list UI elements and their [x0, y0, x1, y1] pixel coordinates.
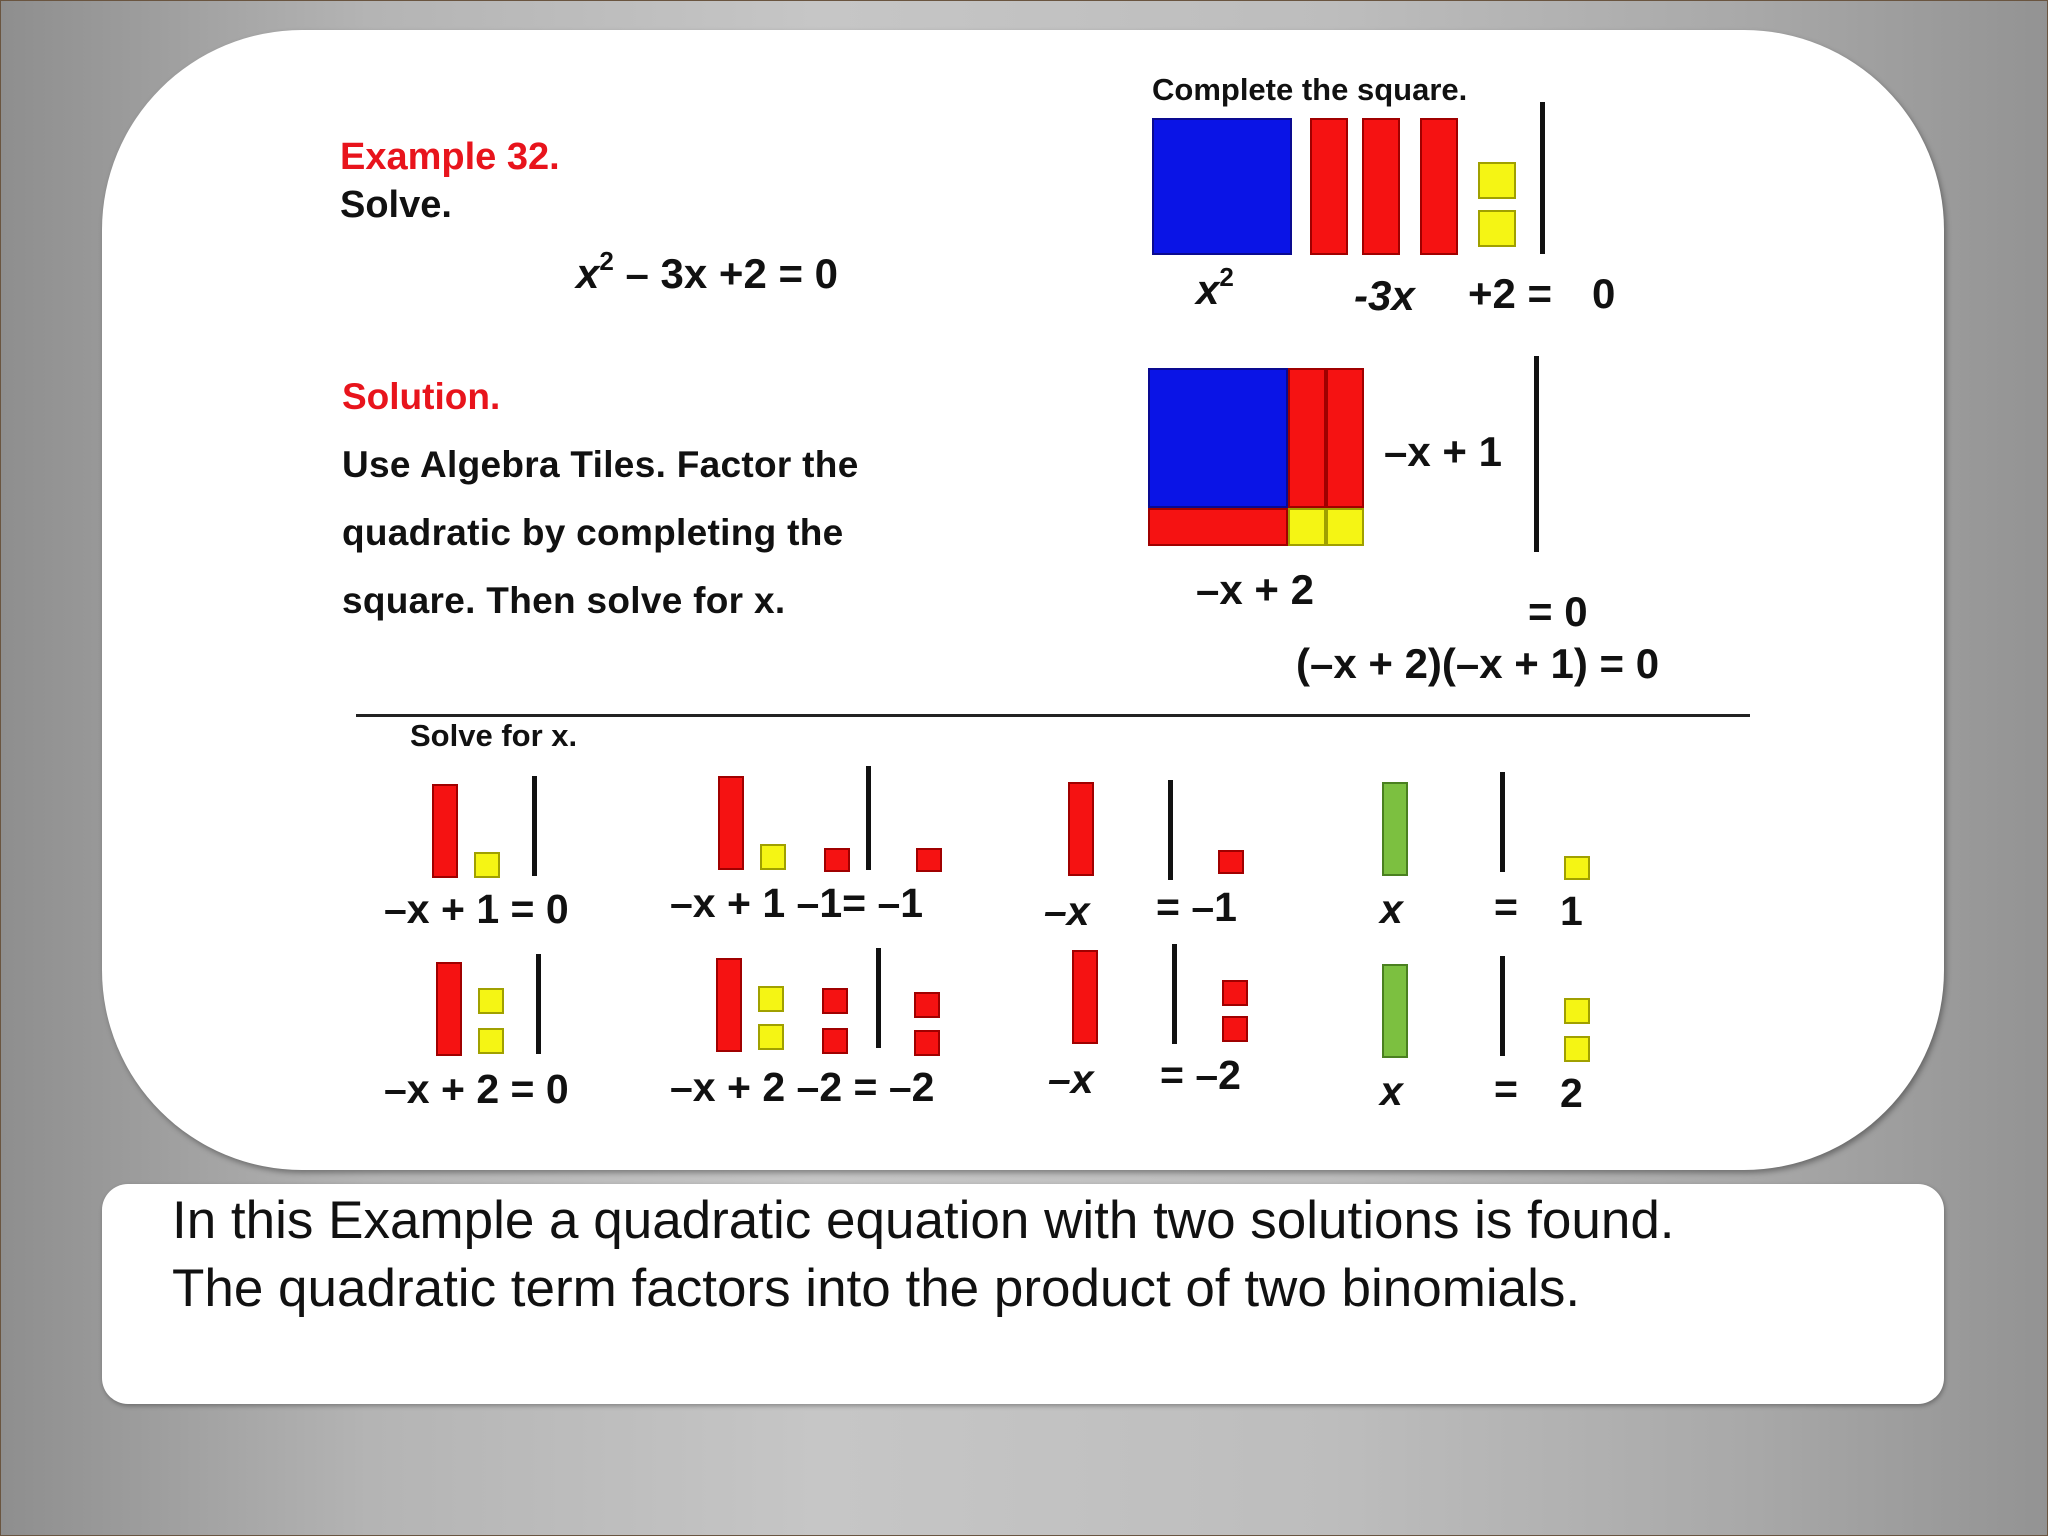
negative-x-tile — [1068, 782, 1094, 876]
negative-x-tile — [1288, 368, 1326, 508]
negative-unit-tile — [914, 1030, 940, 1056]
x-squared-tile — [1152, 118, 1292, 255]
negative-unit-tile — [822, 988, 848, 1014]
solution-line-3: square. Then solve for x. — [342, 580, 786, 621]
unit-tile — [760, 844, 786, 870]
negative-unit-tile — [1222, 1016, 1248, 1042]
factor-equals-zero: = 0 — [1528, 588, 1588, 635]
row2-step4-eq: = — [1494, 1066, 1518, 1112]
unit-tile — [1564, 998, 1590, 1024]
caption-line-1: In this Example a quadratic equation with two solutions is found. — [172, 1191, 1675, 1250]
unit-tile — [1288, 508, 1326, 546]
label-neg-3x: -3x — [1354, 272, 1415, 319]
equals-divider — [1540, 102, 1545, 254]
example-title: Example 32. — [340, 136, 560, 178]
equals-divider — [1500, 956, 1505, 1056]
positive-x-tile — [1382, 964, 1408, 1058]
equals-divider — [1534, 356, 1539, 552]
equals-divider — [536, 954, 541, 1054]
row1-step4-lhs: x — [1380, 886, 1403, 932]
negative-unit-tile — [914, 992, 940, 1018]
unit-tile — [758, 986, 784, 1012]
caption-line-2: The quadratic term factors into the product of two binomials. — [172, 1259, 1581, 1318]
unit-tile — [1564, 1036, 1590, 1062]
problem-equation: $x^2 - 3x +2 = 0$ — [576, 245, 839, 297]
factor-side-label: –x + 1 — [1384, 428, 1502, 475]
equals-divider — [1500, 772, 1505, 872]
label-plus-2: +2 = — [1468, 270, 1553, 317]
positive-x-tile — [1382, 782, 1408, 876]
negative-x-tile — [1072, 950, 1098, 1044]
negative-x-tile — [1420, 118, 1458, 255]
negative-unit-tile — [822, 1028, 848, 1054]
equals-divider — [1172, 944, 1177, 1044]
negative-x-tile — [432, 784, 458, 878]
solution-title: Solution. — [342, 376, 501, 417]
complete-square-title: Complete the square. — [1152, 72, 1468, 107]
equals-divider — [876, 948, 881, 1048]
negative-x-tile — [1148, 508, 1288, 546]
negative-unit-tile — [1222, 980, 1248, 1006]
unit-tile — [478, 988, 504, 1014]
row2-step3-rhs: = –2 — [1160, 1052, 1241, 1098]
unit-tile — [474, 852, 500, 878]
negative-x-tile — [1362, 118, 1400, 255]
equals-divider — [1168, 780, 1173, 880]
row1-step3-lhs: –x — [1044, 888, 1090, 934]
row1-step3-rhs: = –1 — [1156, 884, 1237, 930]
unit-tile — [1478, 162, 1516, 199]
unit-tile — [478, 1028, 504, 1054]
factored-product: (–x + 2)(–x + 1) = 0 — [1296, 640, 1660, 687]
row2-step4-val: 2 — [1560, 1070, 1583, 1116]
label-zero: 0 — [1592, 270, 1616, 317]
solve-for-x-title: Solve for x. — [410, 718, 578, 753]
negative-unit-tile — [824, 848, 850, 872]
negative-x-tile — [718, 776, 744, 870]
row1-step4-eq: = — [1494, 884, 1518, 930]
solution-line-1: Use Algebra Tiles. Factor the — [342, 444, 859, 485]
factor-bottom-label: –x + 2 — [1196, 566, 1314, 613]
row2-step4-lhs: x — [1380, 1068, 1403, 1114]
negative-x-tile — [436, 962, 462, 1056]
solution-line-2: quadratic by completing the — [342, 512, 844, 553]
row1-step1: –x + 1 = 0 — [384, 886, 569, 932]
row1-step2: –x + 1 –1= –1 — [670, 880, 924, 926]
row2-step3-lhs: –x — [1048, 1056, 1094, 1102]
negative-unit-tile — [1218, 850, 1244, 874]
equals-divider — [532, 776, 537, 876]
equals-divider — [866, 766, 871, 870]
row2-step1: –x + 2 = 0 — [384, 1066, 569, 1112]
unit-tile — [1326, 508, 1364, 546]
label-x-squared: $x^2$ — [1196, 261, 1234, 313]
row2-step2: –x + 2 –2 = –2 — [670, 1064, 935, 1110]
negative-unit-tile — [916, 848, 942, 872]
unit-tile — [1478, 210, 1516, 247]
negative-x-tile — [1310, 118, 1348, 255]
section-divider — [356, 714, 1750, 717]
negative-x-tile — [716, 958, 742, 1052]
unit-tile — [1564, 856, 1590, 880]
solve-label: Solve. — [340, 184, 452, 226]
unit-tile — [758, 1024, 784, 1050]
negative-x-tile — [1326, 368, 1364, 508]
x-squared-tile — [1148, 368, 1288, 508]
row1-step4-val: 1 — [1560, 888, 1583, 934]
